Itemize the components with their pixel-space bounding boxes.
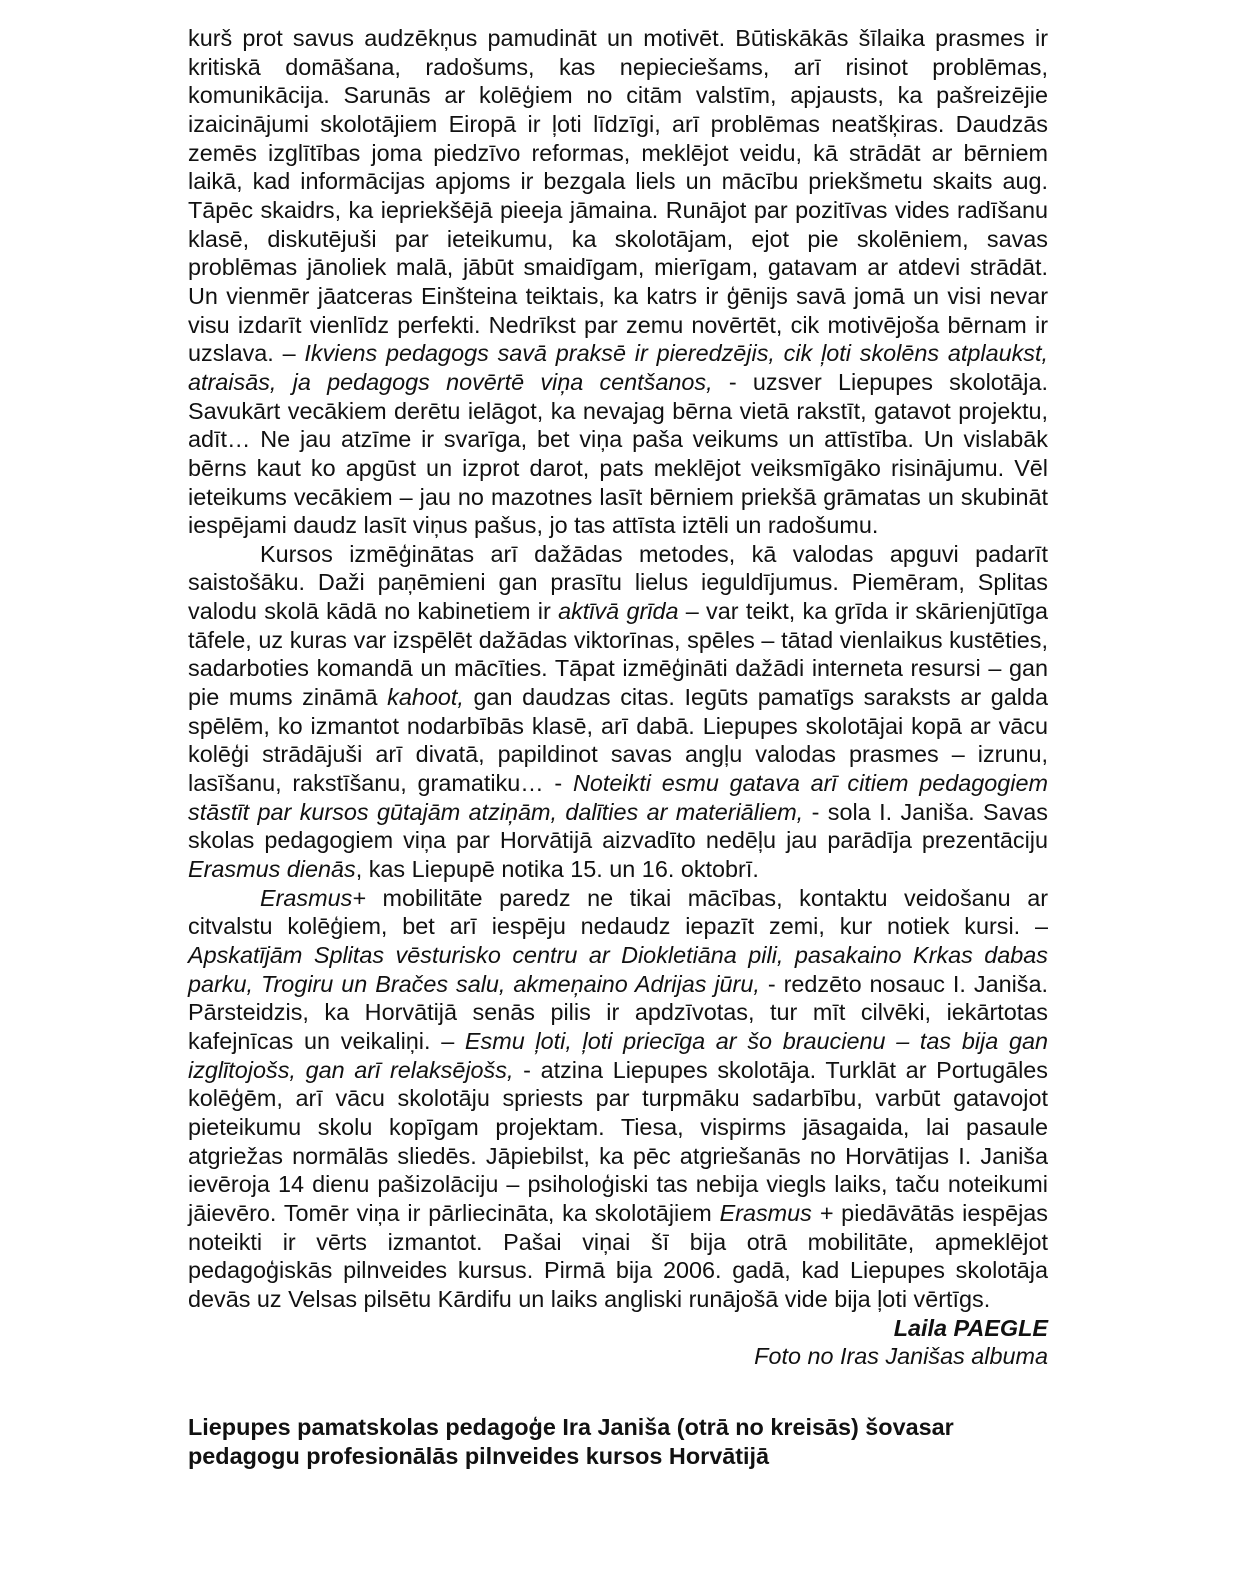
text-span: gan daudzas citas. Iegūts pamatīgs saraksts ar galda spēlēm, ko izmantot nodarbībās klasē, arī dabā. Liepupes skolotājai kopā ar vācu kolēģi strādājuši arī divatā, papildinot savas angļu valodas prasmes – izrunu, lasīšanu, rakstīšanu, gramatiku… - — [188, 684, 1048, 797]
text-span: , kas Liepupē notika 15. un 16. oktobrī. — [355, 856, 759, 883]
text-span: - sola I. Janiša. Savas skolas pedagogiem viņa par Horvātijā aizvadīto nedēļu jau parādīja prezentāciju — [188, 798, 1048, 854]
author-signature: Laila PAEGLE — [893, 1314, 1048, 1341]
article-paragraph — [188, 884, 1048, 1314]
text-span: - atzina Liepupes skolotāja. Turklāt ar Portugāles kolēģēm, arī vācu skolotāju spriests par turpmāku sadarbību, varbūt gatavojot pieteikumu skolu kopīgam projektam. Tiesa, vispirms jāsagaida, lai pasaule atgriežas normālās sliedēs. Jāpiebilst, ka pēc atgriešanās no Horvātijas I. Janiša ievēroja 14 dienu pašizolāciju – psiholoģiski tas nebija viegls laiks, taču noteikumi jāievēro. Tomēr viņa ir pārliecināta, ka skolotājiem — [188, 1056, 1048, 1226]
italic-quote-span: Apskatījām Splitas vēsturisko centru ar Diokletiāna pili, pasakaino Krkas dabas parku, Trogiru un Bračes salu, akmeņaino Adrijas jūru, — [188, 942, 1048, 997]
italic-quote-span: Esmu ļoti, ļoti priecīga ar šo braucienu – tas bija gan izglītojošs, gan arī relaksējošs, — [188, 1027, 1048, 1083]
italic-quote-span: aktīvā grīda — [558, 598, 679, 625]
italic-quote-span: Erasmus + — [719, 1199, 834, 1226]
document-page — [188, 24, 1048, 1471]
text-span: piedāvātās iespējas noteikti ir vērts izmantot. Pašai viņai šī bija otrā mobilitāte, apmeklējot pedagoģiskās pilnveides kursus. Pirmā bija 2006. gadā, kad Liepupes skolotāja devās uz Velsas pilsētu Kārdifu un laiks angliski runājošā vide bija ļoti vērtīgs. — [188, 1199, 1048, 1312]
italic-quote-span: kahoot, — [387, 684, 464, 711]
photo-caption: Liepupes pamatskolas pedagoģe Ira Janiša (otrā no kreisās) šovasar pedagogu profesionālās pilnveides kursos Horvātijā — [188, 1413, 954, 1469]
article-body — [188, 24, 1048, 1314]
italic-quote-span: Erasmus dienās — [188, 856, 356, 883]
text-span: mobilitāte paredz ne tikai mācības, kontaktu veidošanu ar citvalstu kolēģiem, bet arī iespēju nedaudz iepazīt zemi, kur notiek kursi. – — [188, 884, 1048, 940]
italic-quote-span: Erasmus+ — [260, 884, 366, 911]
text-span: kurš prot savus audzēkņus pamudināt un motivēt. Būtiskākās šīlaika prasmes ir kritiskā domāšana, radošums, kas nepieciešams, arī risinot problēmas, komunikācija. Sarunās ar kolēģiem no citām valstīm, apjausts, ka pašreizējie izaicinājumi skolotājiem Eiropā ir ļoti līdzīgi, arī problēmas neatšķiras. Daudzās zemēs izglītības joma piedzīvo reformas, meklējot veidu, kā strādāt ar bērniem laikā, kad informācijas apjoms ir bezgala liels un mācību priekšmetu skaits aug. Tāpēc skaidrs, ka iepriekšējā pieeja jāmaina. Runājot par pozitīvas vides radīšanu klasē, diskutējuši par ieteikumu, ka skolotājam, ejot pie skolēniem, savas problēmas jānoliek malā, jābūt smaidīgam, mierīgam, gatavam ar atdevi strādāt. Un vienmēr jāatceras Einšteina teiktais, ka katrs ir ģēnijs savā jomā un visi nevar visu izdarīt vienlīdz perfekti. Nedrīkst par zemu novērtēt, cik motivējoša bērnam ir uzslava. – — [188, 25, 1048, 367]
text-span: Kursos izmēģinātas arī dažādas metodes, kā valodas apguvi padarīt saistošāku. Daži paņēmieni gan prasītu lielus ieguldījumus. Piemēram, Splitas valodu skolā kādā no kabinetiem ir — [188, 540, 1048, 625]
text-span: - redzēto nosauc I. Janiša. Pārsteidzis, ka Horvātijā senās pilis ir apdzīvotas, tur mīt cilvēki, iekārtotas kafejnīcas un veikaliņi. – — [188, 970, 1048, 1054]
article-paragraph — [188, 540, 1048, 884]
photo-credit: Foto no Iras Janišas albuma — [754, 1343, 1048, 1370]
article-paragraph — [188, 24, 1048, 540]
text-span: - uzsver Liepupes skolotāja. Savukārt vecākiem derētu ielāgot, ka nevajag bērna vietā rakstīt, gatavot projektu, adīt… Ne jau atzīme ir svarīga, bet viņa paša veikums un attīstība. Un vislabāk bērns kaut ko apgūst un izprot darot, pats meklējot veiksmīgāko risinājumu. Vēl ieteikums vecākiem – jau no mazotnes lasīt bērniem priekšā grāmatas un skubināt iespējami daudz lasīt viņus pašus, jo tas attīsta iztēli un radošumu. — [188, 368, 1048, 539]
italic-quote-span: Ikviens pedagogs savā praksē ir pieredzējis, cik ļoti skolēns atplaukst, atraisās, ja pedagogs novērtē viņa centšanos, — [188, 340, 1048, 395]
text-span: – var teikt, ka grīda ir skārienjūtīga tāfele, uz kuras var izspēlēt dažādas viktorīnas, spēles – tātad vienlaikus kustēties, sadarboties komandā un mācīties. Tāpat izmēģināti dažādi interneta resursi – gan pie mums zināmā — [188, 598, 1048, 711]
italic-quote-span: Noteikti esmu gatava arī citiem pedagogiem stāstīt par kursos gūtajām atziņām, dalīties ar materiāliem, — [188, 770, 1048, 825]
